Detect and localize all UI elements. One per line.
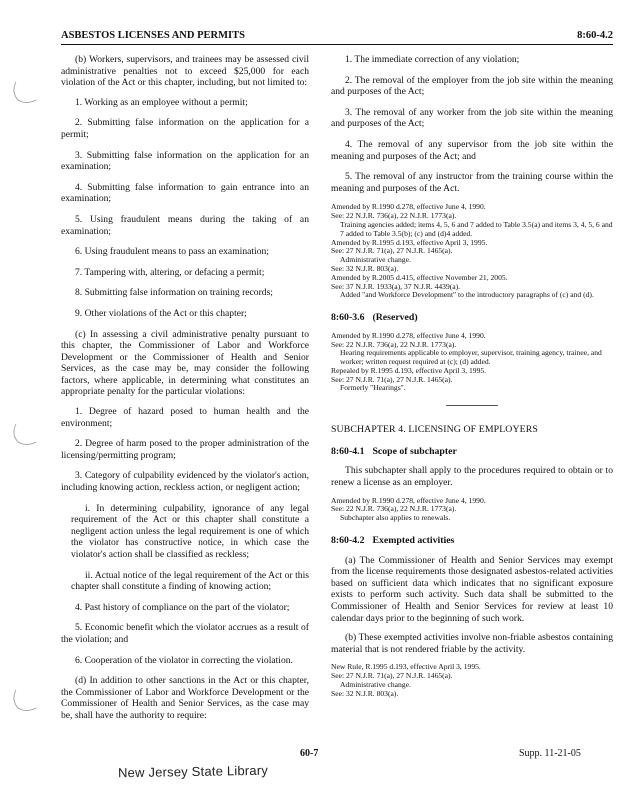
history-line: Administrative change.	[340, 679, 411, 689]
page-number: 60-7	[300, 748, 319, 759]
history-line: See: 22 N.J.R. 736(a), 22 N.J.R. 1773(a).	[331, 339, 457, 349]
history-note	[331, 663, 613, 698]
header-rule	[61, 44, 613, 45]
history-line: Formerly "Hearings".	[340, 383, 406, 393]
list-item: 4. Past history of compliance on the part of the violator;	[75, 601, 290, 613]
punch-hole-mark	[10, 78, 38, 106]
list-item: 1. Working as an employee without a permit;	[75, 96, 248, 108]
sub-item: i. In determining culpability, ignorance of any legal requirement of the Act or this chapter shall constitute a negligent action unless the legal requirement is one of which the violator has constructive notice, in which case the violator's action shall be classified as reckless;	[71, 502, 309, 560]
section-title: Scope of subchapter	[372, 445, 457, 457]
history-line: See: 27 N.J.R. 71(a), 27 N.J.R. 1465(a).	[331, 246, 453, 256]
list-item: 5. Economic benefit which the violator accrues as a result of the violation; and	[61, 622, 309, 645]
paragraph-c: (c) In assessing a civil administrative penalty pursuant to this chapter, the Commissioner of Labor and Workforce Development or the Commissioner of Health and Senior Services, as the case may be, may consider the following factors, where applicable, in determining what constitutes an appropriate penalty for the particular violations:	[61, 328, 309, 398]
history-line: Amended by R.1995 d.193, effective April 3, 1995.	[331, 237, 488, 247]
section-text: (a) The Commissioner of Health and Senior Services may exempt from the license requirements those designated asbestos-related activities based on sufficient data which indicates that no significant exposure exists to perform such activity. Such data shall be submitted to the Commissioner of Health and Senior Services for review at least 10 calendar days prior to the beginning of such work.	[331, 554, 613, 624]
history-line: See: 32 N.J.R. 803(a).	[331, 263, 399, 273]
list-item: 7. Tampering with, altering, or defacing a permit;	[75, 266, 265, 278]
header-section: 8:60-4.2	[577, 30, 613, 41]
list-item: 3. The removal of any worker from the job site within the meaning and purposes of the Act;	[331, 106, 613, 130]
list-item: 3. Submitting false information on the application for an examination;	[61, 149, 309, 173]
sub-item: ii. Actual notice of the legal requirement of the Act or this chapter shall constitute a finding of knowing action;	[71, 569, 309, 593]
history-line: See: 22 N.J.R. 736(a), 22 N.J.R. 1773(a).	[331, 211, 457, 221]
paragraph-b: (b) Workers, supervisors, and trainees may be assessed civil administrative penalties not to exceed $25,000 for each violation of the Act or this chapter, including, but not limited to:	[61, 54, 309, 89]
history-line: See: 37 N.J.R. 1933(a), 37 N.J.R. 4439(a).	[331, 281, 461, 291]
list-item: 5. Using fraudulent means during the taking of an examination;	[61, 213, 309, 237]
history-line: Amended by R.1990 d.278, effective June 4, 1990.	[331, 330, 486, 340]
history-line: See: 32 N.J.R. 803(a).	[331, 688, 399, 698]
list-item: 2. The removal of the employer from the job site within the meaning and purposes of the Act;	[331, 74, 613, 98]
list-item: 3. Category of culpability evidenced by the violator's action, including knowing action, reckless action, or negligent action;	[61, 470, 309, 494]
section-number: 8:60-4.2	[331, 535, 365, 547]
history-line: Amended by R.1990 d.278, effective June 4, 1990.	[331, 495, 486, 505]
section-number: 8:60-4.1	[331, 445, 365, 457]
history-line: Amended by R.2005 d.415, effective November 21, 2005.	[331, 272, 508, 282]
section-text: (b) These exempted activities involve non-friable asbestos containing material that is not rendered friable by the activity.	[331, 632, 613, 655]
section-heading-4-2	[331, 535, 613, 547]
list-item: 2. Submitting false information on the application for a permit;	[61, 117, 309, 140]
list-item: 4. Submitting false information to gain entrance into an examination;	[61, 181, 309, 205]
history-line: Hearing requirements applicable to employer, supervisor, training agency, trainee, and worker; written request required at (c); (d) added.	[340, 348, 602, 367]
list-item: 4. The removal of any supervisor from the job site within the meaning and purposes of the Act; and	[331, 138, 613, 162]
supplement-date: Supp. 11-21-05	[519, 748, 581, 759]
history-line: Administrative change.	[340, 255, 411, 265]
history-note	[331, 497, 613, 523]
history-line: Amended by R.1990 d.278, effective June 4, 1990.	[331, 202, 486, 212]
list-item: 6. Cooperation of the violator in correcting the violation.	[75, 654, 293, 666]
running-header	[61, 30, 613, 44]
section-divider	[446, 405, 498, 406]
section-title: Exempted activities	[372, 535, 455, 547]
list-item: 2. Degree of harm posed to the proper administration of the licensing/permitting program;	[61, 438, 309, 461]
history-line: Added "and Workforce Development" to the introductory paragraphs of (c) and (d).	[340, 290, 594, 300]
history-line: Repealed by R.1995 d.193, effective April 3, 1995.	[331, 365, 487, 375]
punch-hole-mark	[10, 420, 38, 448]
history-line: Subchapter also applies to renewals.	[340, 513, 451, 523]
history-line: See: 27 N.J.R. 71(a), 27 N.J.R. 1465(a).	[331, 374, 453, 384]
history-line: See: 27 N.J.R. 71(a), 27 N.J.R. 1465(a).	[331, 671, 453, 681]
section-number: 8:60-3.6	[331, 312, 365, 324]
header-title: ASBESTOS LICENSES AND PERMITS	[61, 30, 245, 41]
library-stamp: New Jersey State Library	[117, 762, 269, 781]
list-item: 9. Other violations of the Act or this chapter;	[75, 307, 247, 319]
list-item: 1. Degree of hazard posed to human health and the environment;	[61, 406, 309, 429]
history-note	[331, 203, 613, 300]
history-line: New Rule, R.1995 d.193, effective April 3, 1995.	[331, 662, 481, 672]
right-column	[331, 54, 613, 711]
paragraph-d: (d) In addition to other sanctions in the Act or this chapter, the Commissioner of Labor and Workforce Development or the Commissioner of Health and Senior Services, as the case may be, shall have the authority to require:	[61, 675, 309, 721]
section-title: (Reserved)	[372, 312, 418, 324]
left-column	[61, 54, 309, 730]
list-item: 6. Using fraudulent means to pass an examination;	[75, 246, 269, 258]
list-item: 5. The removal of any instructor from the training course within the meaning and purposes of the Act.	[331, 171, 613, 194]
section-heading-3-6	[331, 312, 613, 324]
list-item: 1. The immediate correction of any violation;	[345, 54, 520, 65]
history-note	[331, 332, 613, 394]
section-text: This subchapter shall apply to the procedures required to obtain or to renew a license as an employer.	[331, 465, 613, 489]
history-line: See: 22 N.J.R. 736(a), 22 N.J.R. 1773(a).	[331, 504, 457, 514]
section-heading-4-1	[331, 446, 613, 458]
history-line: Training agencies added; items 4, 5, 6 and 7 added to Table 3.5(a) and items 3, 4, 5, 6 and 7 added to Table 3.5(b); (c) and (d)4 added.	[340, 219, 613, 238]
subchapter-heading: SUBCHAPTER 4. LICENSING OF EMPLOYERS	[331, 424, 538, 436]
list-item: 8. Submitting false information on training records;	[75, 287, 273, 299]
punch-hole-mark	[10, 686, 38, 714]
